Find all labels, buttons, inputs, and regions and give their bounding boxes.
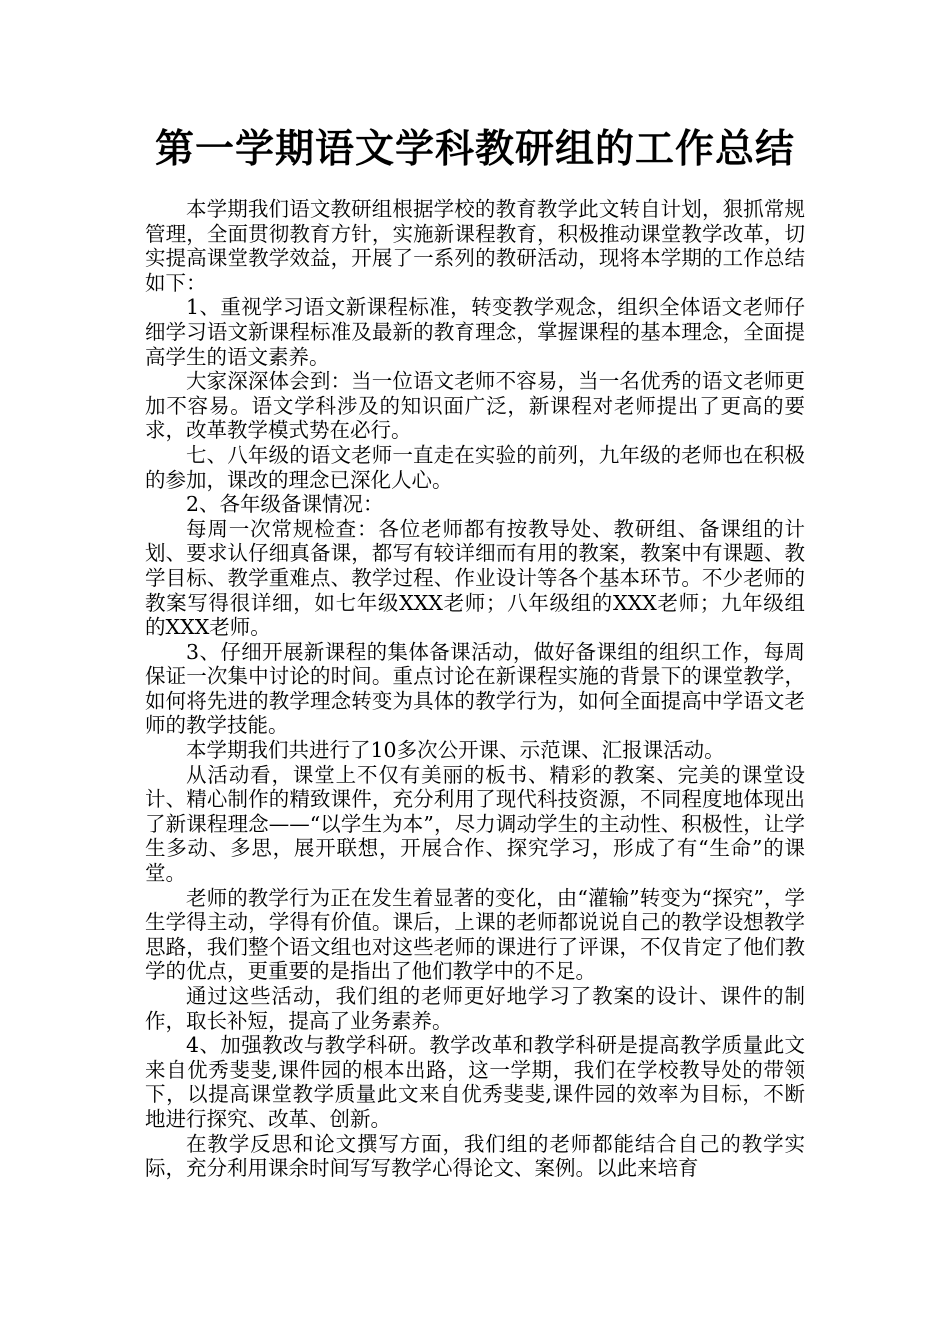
paragraph-reflection: 在教学反思和论文撰写方面，我们组的老师都能结合自己的教学实际，充分利用课余时间写写教学心得论文、案例。以此来培育 — [145, 1131, 805, 1181]
paragraph-public-lessons: 本学期我们共进行了10多次公开课、示范课、汇报课活动。 — [186, 738, 725, 763]
paragraph-activity-review: 从活动看，课堂上不仅有美丽的板书、精彩的教案、完美的课堂设计、精心制作的精致课件，充分利用了现代科技资源，不同程度地体现出了新课程理念——“以学生为本”，尽力调动学生的主动性、积极性，让学生多动、多思，展开联想，开展合作、探究学习，形成了有“生命”的课堂。 — [145, 762, 805, 886]
paragraph-point-3: 3、仔细开展新课程的集体备课活动，做好备课组的组织工作，每周保证一次集中讨论的时间。重点讨论在新课程实施的背景下的课堂教学，如何将先进的教学理念转变为具体的教学行为，如何全面提高中学语文老师的教学技能。 — [145, 639, 805, 738]
paragraph-intro: 本学期我们语文教研组根据学校的教育教学此文转自计划，狠抓常规管理，全面贯彻教育方针，实施新课程教育，积极推动课堂教学改革，切实提高课堂教学效益，开展了一系列的教研活动，现将本学期的工作总结如下： — [145, 197, 805, 295]
paragraph-weekly-check: 每周一次常规检查：各位老师都有按教导处、教研组、备课组的计划、要求认仔细真备课，都写有较详细而有用的教案，教案中有课题、教学目标、教学重难点、教学过程、作业设计等各个基本环节。不少老师的教案写得很详细，如七年级XXX老师；八年级组的XXX老师；九年级组的XXX老师。 — [145, 516, 805, 640]
paragraph-grades: 七、八年级的语文老师一直走在实验的前列，九年级的老师也在积极的参加，课改的理念已深化人心。 — [145, 442, 805, 492]
paragraph-point-1: 1、重视学习语文新课程标准，转变教学观念，组织全体语文老师仔细学习语文新课程标准及最新的教育理念，掌握课程的基本理念，全面提高学生的语文素养。 — [145, 295, 805, 369]
document-title: 第一学期语文学科教研组的工作总结 — [154, 127, 795, 172]
document-body — [145, 197, 805, 1181]
paragraph-results: 通过这些活动，我们组的老师更好地学习了教案的设计、课件的制作，取长补短，提高了业务素养。 — [145, 984, 805, 1033]
paragraph-point-2: 2、各年级备课情况： — [186, 492, 384, 517]
paragraph-teaching-change: 老师的教学行为正在发生着显著的变化，由“灌输”转变为“探究”，学生学得主动，学得有价值。课后，上课的老师都说说自己的教学设想教学思路，我们整个语文组也对这些老师的课进行了评课，不仅肯定了他们教学的优点，更重要的是指出了他们教学中的不足。 — [145, 885, 805, 984]
paragraph-point-4: 4、加强教改与教学科研。教学改革和教学科研是提高教学质量此文来自优秀斐斐,课件园的根本出路，这一学期，我们在学校教导处的带领下，以提高课堂教学质量此文来自优秀斐斐,课件园的效率为目标，不断地进行探究、改革、创新。 — [145, 1033, 805, 1131]
paragraph-experience: 大家深深体会到：当一位语文老师不容易，当一名优秀的语文老师更加不容易。语文学科涉及的知识面广泛，新课程对老师提出了更高的要求，改革教学模式势在必行。 — [145, 369, 805, 443]
